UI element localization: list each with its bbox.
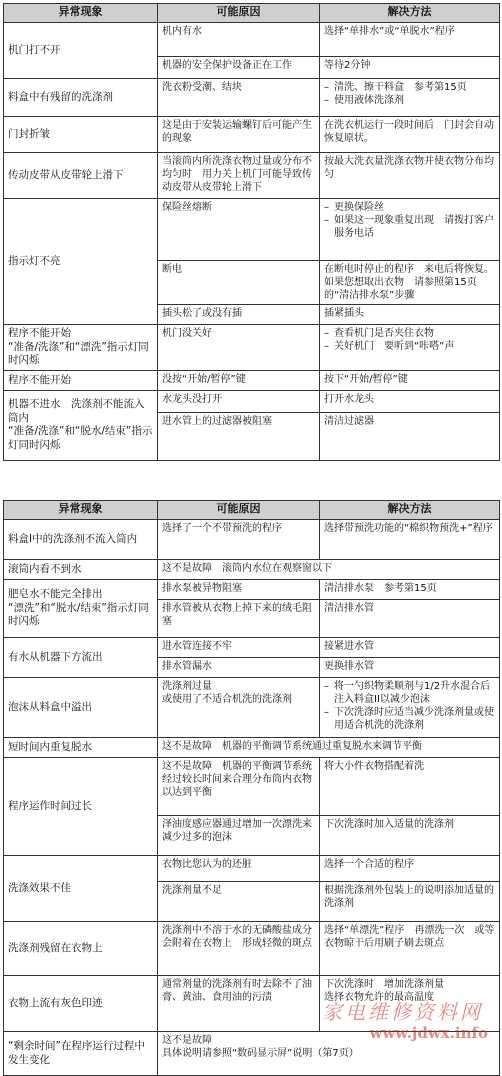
table-row [4, 1032, 500, 1076]
table-header-row [4, 4, 500, 23]
cause-cell: 洗涤剂中不溶于水的无磷酸盐成分会附着在衣物上 形成轻微的斑点 [158, 922, 320, 976]
solution-cell [320, 199, 500, 261]
phenomenon-cell: 程序不能开始 [4, 370, 158, 390]
phenomenon-cell: 短时间内重复脱水 [4, 738, 158, 758]
table-row [4, 23, 500, 57]
cause-cell: 选择了一个不带预洗的程序 [158, 520, 320, 560]
cause-cell: 这不是故障 机器的平衡调节系统经过较长时间来合理分布筒内衣物 以达到平衡 [158, 758, 320, 816]
solution-bullet-item: – 清洗、擦干料盒 参考第15页 [324, 81, 495, 94]
solution-cell: 选择“单漂洗”程序 再漂洗一次 或等衣物晾干后用刷子刷去斑点 [320, 922, 500, 976]
solution-cell [320, 79, 500, 117]
table-row [4, 520, 500, 560]
cause-cell: 当滚筒内所洗涤衣物过量或分布不均匀时 用力关上机门可能导致传动皮带从皮带轮上滑下 [158, 153, 320, 199]
solution-cell [320, 325, 500, 371]
solution-cell: 清洁过滤器 [320, 412, 500, 460]
solution-cell: 下次洗涤时加入适量的洗涤剂 [320, 816, 500, 856]
header-phenomenon: 异常现象 [4, 501, 158, 520]
solution-cell: 更换排水管 [320, 658, 500, 678]
table-row [4, 199, 500, 261]
solution-bullet-item: – 使用液体洗涤剂 [324, 94, 495, 107]
solution-cell: 等待2分钟 [320, 57, 500, 79]
cause-cell: 机门没关好 [158, 325, 320, 371]
table-row [4, 638, 500, 658]
phenomenon-cell: 传动皮带从皮带轮上滑下 [4, 153, 158, 199]
solution-bullet-item: – 下次洗涤时应适当减少洗涤剂量或使用适合机洗的洗涤剂 [324, 706, 495, 732]
troubleshooting-table-2 [3, 500, 500, 1076]
table-row [4, 758, 500, 816]
cause-cell: 洗涤剂过量 或使用了不适合机洗的洗涤剂 [158, 678, 320, 738]
table-row [4, 580, 500, 600]
cause-cell: 保险丝熔断 [158, 199, 320, 261]
phenomenon-cell: 肥皂水不能完全排出 “漂洗”和“脱水/结束”指示灯同时闪烁 [4, 580, 158, 638]
cause-cell: 泽油度感应器通过增加一次漂洗来减少过多的泡沫 [158, 816, 320, 856]
solution-cell: 选择“单排水”或“单脱水”程序 [320, 23, 500, 57]
table-row [4, 922, 500, 976]
solution-cell: 选择带预洗功能的“棉织物预洗+”程序 [320, 520, 500, 560]
phenomenon-cell: 机门打不开 [4, 23, 158, 79]
solution-bullet-item: – 查看机门是否夹住衣物 [324, 327, 495, 340]
phenomenon-cell: 程序运作时间过长 [4, 758, 158, 856]
phenomenon-cell: 机器不进水 洗涤剂不能流入筒内 “准备/洗涤”和“脱水/结束”指示灯同时闪烁 [4, 390, 158, 460]
table-row [4, 325, 500, 371]
solution-cell: 将大小件衣物搭配着洗 [320, 758, 500, 816]
cause-cell: 进水管上的过滤器被阻塞 [158, 412, 320, 460]
solution-cell: 选择一个合适的程序 [320, 856, 500, 882]
solution-bullet-item: – 更换保险丝 [324, 201, 495, 214]
merged-note-cell: 这不是故障 机器的平衡调节系统通过重复脱水来调节平衡 [158, 738, 500, 758]
header-solution: 解决方法 [320, 4, 500, 23]
cause-cell: 通常剂量的洗涤剂有时去除不了油膏、黄油、食用油的污渍 [158, 976, 320, 1032]
solution-cell: 按最大洗衣量洗涤衣物并使衣物分布均匀 [320, 153, 500, 199]
solution-cell: 清洁排水管 [320, 600, 500, 638]
phenomenon-cell: 洗涤效果不佳 [4, 856, 158, 922]
cause-cell: 排水管漏水 [158, 658, 320, 678]
cause-cell: 进水管连接不牢 [158, 638, 320, 658]
phenomenon-cell: 有水从机器下方流出 [4, 638, 158, 678]
table-header-row [4, 501, 500, 520]
cause-cell: 插头松了或没有插 [158, 305, 320, 325]
watermark-cn-text: 家电维修资料网 [322, 1000, 483, 1024]
phenomenon-cell: 滚筒内看不到水 [4, 560, 158, 580]
solution-cell: 在洗衣机运行一段时间后 门封会自动恢复原状。 [320, 117, 500, 153]
phenomenon-cell: 门封折皱 [4, 117, 158, 153]
cause-cell: 衣物比您认为的还脏 [158, 856, 320, 882]
table-row [4, 153, 500, 199]
solution-cell: 根据洗涤剂外包装上的说明添加适量的洗涤剂 [320, 882, 500, 922]
header-solution: 解决方法 [320, 501, 500, 520]
solution-bullet-item: – 如果这一现象重复出现 请拨打客户服务电话 [324, 214, 495, 240]
table-row [4, 370, 500, 390]
phenomenon-cell: 料盒I中的洗涤剂不流入筒内 [4, 520, 158, 560]
cause-cell: 这是由于安装运输螺钉后可能产生的现象 [158, 117, 320, 153]
troubleshooting-table-1 [3, 3, 500, 461]
table-row [4, 738, 500, 758]
header-phenomenon: 异常现象 [4, 4, 158, 23]
phenomenon-cell: 料盒中有残留的洗涤剂 [4, 79, 158, 117]
cause-cell: 机器的安全保护设备正在工作 [158, 57, 320, 79]
solution-cell: 在断电时停止的程序 来电后将恢复。如果您想取出衣物 请参照第15页的“清洁排水泵”步骤 [320, 261, 500, 305]
table-row [4, 976, 500, 1032]
phenomenon-cell: 指示灯不亮 [4, 199, 158, 325]
header-cause: 可能原因 [158, 4, 320, 23]
table-row [4, 79, 500, 117]
table-row [4, 117, 500, 153]
solution-cell: 按下“开始/暂停”键 [320, 370, 500, 390]
table-row [4, 856, 500, 882]
phenomenon-cell: 泡沫从料盒中溢出 [4, 678, 158, 738]
solution-cell: 接紧进水管 [320, 638, 500, 658]
cause-cell: 洗衣粉受潮、结块 [158, 79, 320, 117]
solution-cell: 打开水龙头 [320, 390, 500, 412]
cause-cell: 没按“开始/暂停”键 [158, 370, 320, 390]
solution-cell: 清洁排水泵 参考第15页 [320, 580, 500, 600]
watermark-en-text: www.jdwx.info [369, 1024, 488, 1042]
phenomenon-cell: 衣物上流有灰色印迹 [4, 976, 158, 1032]
merged-note-cell: 这不是故障 具体说明请参照“数码显示屏”说明（第7页） [158, 1032, 500, 1076]
table-row [4, 560, 500, 580]
cause-cell: 排水管被从衣物上掉下来的绒毛阻塞 [158, 600, 320, 638]
table-row [4, 390, 500, 412]
solution-cell: 下次洗涤时 增加洗涤剂量 选择衣物允许的最高温度 [320, 976, 500, 1032]
solution-bullet-item: – 将一勺织物柔顺剂与1/2升水混合后注入料盒II以减少泡沫 [324, 680, 495, 706]
cause-cell: 断电 [158, 261, 320, 305]
solution-bullet-item: – 关好机门 要听到“咔嗒”声 [324, 340, 495, 353]
phenomenon-cell: “剩余时间”在程序运行过程中发生变化 [4, 1032, 158, 1076]
solution-cell [320, 678, 500, 738]
phenomenon-cell: 洗涤剂残留在衣物上 [4, 922, 158, 976]
cause-cell: 机内有水 [158, 23, 320, 57]
cause-cell: 排水泵被异物阻塞 [158, 580, 320, 600]
cause-cell: 洗涤剂量不足 [158, 882, 320, 922]
table-row [4, 678, 500, 738]
phenomenon-cell: 程序不能开始 “准备/洗涤”和“漂洗”指示灯同时闪烁 [4, 325, 158, 371]
cause-cell: 水龙头没打开 [158, 390, 320, 412]
solution-cell: 插紧插头 [320, 305, 500, 325]
header-cause: 可能原因 [158, 501, 320, 520]
merged-note-cell: 这不是故障 滚筒内水位在观察窗以下 [158, 560, 500, 580]
